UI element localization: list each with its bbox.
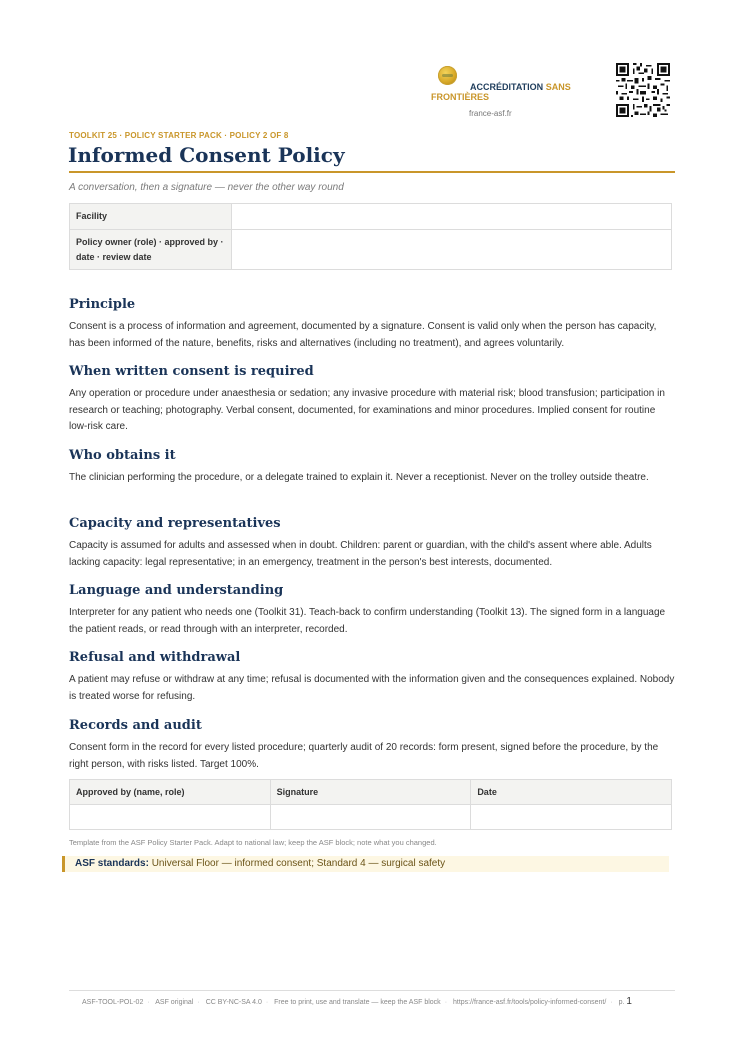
table-row (70, 230, 672, 270)
template-note: Template from the ASF Policy Starter Pack. Adapt to national law; keep the ASF block; note what you changed. (69, 838, 437, 847)
meta-value-facility[interactable] (232, 204, 672, 230)
section-heading: When written consent is required (69, 364, 314, 379)
title-divider (69, 171, 675, 173)
asf-logo (431, 64, 611, 124)
footer-url[interactable]: https://france-asf.fr/tools/policy-informed-consent/ (452, 999, 607, 1006)
footer-origin: ASF original (155, 999, 194, 1006)
meta-label-policy-owner: Policy owner (role) · approved by · date · review date (70, 230, 232, 270)
section-heading: Refusal and withdrawal (69, 650, 241, 665)
standards-label: ASF standards: (75, 858, 149, 869)
section-capacity (69, 515, 675, 571)
footer-doc-id: ASF-TOOL-POL-02 (82, 999, 144, 1006)
section-records-audit (69, 717, 675, 773)
approval-table (69, 779, 672, 830)
approval-value-date[interactable] (471, 805, 672, 830)
section-refusal (69, 649, 675, 705)
footer-page-number: 1 (626, 996, 632, 1007)
section-body: Consent form in the record for every listed procedure; quarterly audit of 20 records: form present, signed before the procedure, by the right person, with risks listed. Target 100%. (69, 742, 659, 770)
table-row (70, 204, 672, 230)
approval-header-signature: Signature (270, 780, 471, 805)
qr-code-icon (616, 63, 670, 117)
footer-usage: Free to print, use and translate — keep the ASF block (274, 999, 441, 1006)
asf-standards-callout (62, 856, 669, 872)
section-body: A patient may refuse or withdraw at any time; refusal is documented with the information given and the consequences explained. Nobody is treated worse for refusing. (69, 674, 675, 702)
section-body: Capacity is assumed for adults and assessed when in doubt. Children: parent or guardian, with the child's assent where able. Adults lacking capacity: legal representative; in an emergency, treatment in the person's best interests, documented. (69, 540, 652, 568)
section-body: Consent is a process of information and agreement, documented by a signature. Consent is valid only when the person has capacity, has been informed of the nature, benefits, risks and alternatives (including no treatment), and agrees voluntarily. (69, 321, 657, 349)
page-footer: ASF-TOOL-POL-02 · ASF original · CC BY-NC-SA 4.0 · Free to print, use and translate — keep the ASF block · https://france-asf.fr/tools/policy-informed-consent/ · p. 1 (82, 996, 632, 1007)
section-body: Any operation or procedure under anaesthesia or sedation; any invasive procedure with material risk; blood transfusion; participation in research or teaching; photography. Verbal consent, documented, for examinations and minor procedures. Implied consent for routine low-risk care. (69, 388, 665, 432)
page-title: Informed Consent Policy (68, 143, 345, 167)
section-heading: Principle (69, 297, 136, 312)
standards-text: Universal Floor — informed consent; Standard 4 — surgical safety (151, 858, 446, 869)
section-heading: Capacity and representatives (69, 516, 281, 531)
approval-value-signature[interactable] (270, 805, 471, 830)
section-heading: Language and understanding (69, 583, 284, 598)
footer-license: CC BY-NC-SA 4.0 (205, 999, 262, 1006)
meta-label-facility: Facility (70, 204, 232, 230)
section-body: The clinician performing the procedure, or a delegate trained to explain it. Never a receptionist. Never on the trolley outside theatre. (69, 472, 649, 483)
approval-header-date: Date (471, 780, 672, 805)
page-subtitle: A conversation, then a signature — never the other way round (69, 182, 344, 193)
section-heading: Records and audit (69, 718, 202, 733)
table-row (70, 780, 672, 805)
section-written-consent (69, 363, 675, 436)
logo-name (431, 82, 601, 102)
footer-page-prefix: p. (618, 999, 625, 1006)
meta-value-policy-owner[interactable] (232, 230, 672, 270)
approval-value-approved-by[interactable] (70, 805, 271, 830)
section-principle (69, 296, 675, 352)
section-heading: Who obtains it (69, 448, 176, 463)
section-language (69, 582, 675, 638)
logo-name-primary: ACCRÉDITATION (470, 82, 544, 92)
logo-url: france-asf.fr (469, 109, 512, 118)
section-body: Interpreter for any patient who needs one (Toolkit 31). Teach-back to confirm understanding (Toolkit 13). The signed form in a language the patient reads, or read through with an interpreter, recorded. (69, 607, 666, 635)
logo-name-secondary: SANS FRONTIÈRES (431, 82, 571, 102)
policy-meta-table (69, 203, 672, 270)
approval-header-approved-by: Approved by (name, role) (70, 780, 271, 805)
table-row (70, 805, 672, 830)
document-eyebrow: TOOLKIT 25 · POLICY STARTER PACK · POLICY 2 OF 8 (69, 131, 289, 140)
footer-divider (69, 990, 675, 991)
section-who-obtains (69, 447, 675, 487)
